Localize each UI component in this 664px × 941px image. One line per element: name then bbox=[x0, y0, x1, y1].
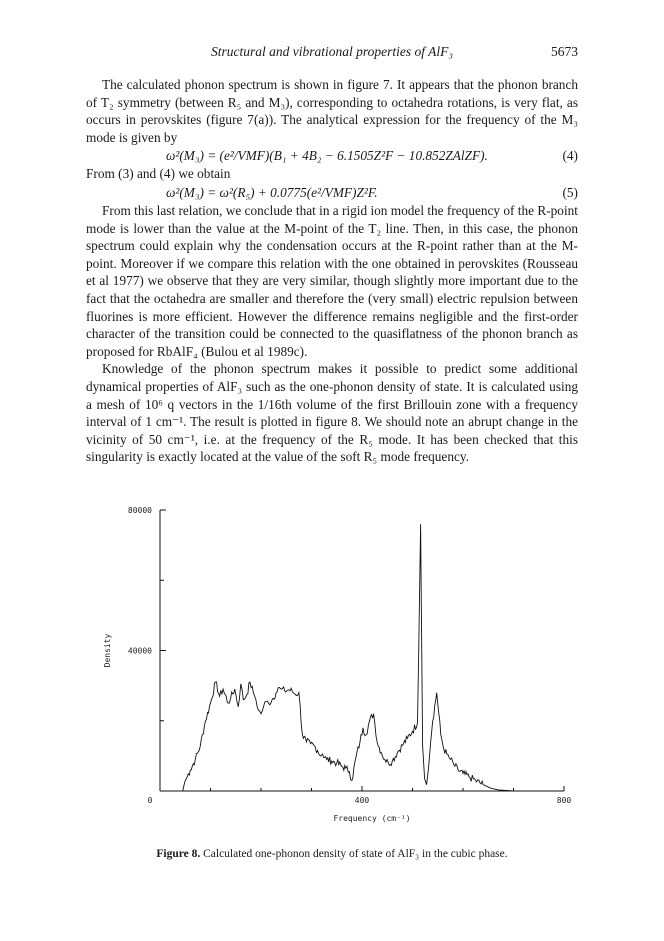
equation-4-body: ω²(M₃) = (e²/VMF)(B₁ + 4B₂ − 6.1505Z²F − 10.852ZAlZF). bbox=[166, 148, 488, 164]
dos-chart bbox=[86, 484, 578, 844]
dos-series-line bbox=[160, 524, 514, 791]
chart-labels bbox=[103, 506, 571, 823]
x-tick-label: 800 bbox=[556, 796, 572, 805]
running-title: Structural and vibrational properties of AlF₃ bbox=[210, 44, 454, 59]
equation-4 bbox=[86, 146, 578, 165]
y-tick-label: 80000 bbox=[127, 506, 152, 515]
equation-5 bbox=[86, 183, 578, 202]
x-axis-label: Frequency (cm⁻¹) bbox=[333, 814, 411, 823]
x-tick-label: 0 bbox=[147, 796, 153, 805]
body-text bbox=[86, 76, 578, 466]
equation-5-body: ω²(M₃) = ω²(R₅) + 0.0775(e²/VMF)Z²F. bbox=[166, 184, 378, 200]
page-number: 5673 bbox=[551, 44, 578, 59]
equation-5-number: (5) bbox=[562, 184, 578, 200]
equation-4-number: (4) bbox=[562, 148, 578, 164]
chart-axes bbox=[160, 510, 564, 791]
chart-ticks bbox=[160, 510, 564, 791]
x-tick-label: 400 bbox=[354, 796, 370, 805]
y-axis-label: Density bbox=[103, 633, 112, 668]
caption-label: Figure 8. bbox=[156, 848, 201, 860]
figure-caption bbox=[86, 848, 578, 860]
paragraph-1: The calculated phonon spectrum is shown in figure 7. It appears that the phonon branch of T₂ symmetry (between R₅ and M₃), corresponding to octahedra rotations, is very flat, as occurs in perovskites (figure 7(a)). The analytical expression for the frequency of the M₃ mode is given by bbox=[86, 77, 578, 145]
paragraph-3: From this last relation, we conclude that in a rigid ion model the frequency of the R-point mode is lower than the value at the M-point of the T₂ line. Then, in this case, the phonon spectrum could explain why the condensation occurs at the R-point rather than at the M-point. Moreover if we compare this relation with the one obtained in perovskites (Rousseau et al 1977) we observe that they are very similar, though slightly more important due to the fact that the octahedra are smaller and therefore the (very small) electric repulsion between fluorines is more efficient. However the difference remains negligible and the first-order character of the transition could be connected to the quasiflatness of the phonon branch as proposed for RbAlF₄ (Bulou et al 1989c). bbox=[86, 202, 578, 359]
y-tick-label: 40000 bbox=[127, 646, 152, 656]
caption-text: Calculated one-phonon density of state of AlF₃ in the cubic phase. bbox=[203, 848, 508, 860]
paragraph-4: Knowledge of the phonon spectrum makes it possible to predict some additional dynamical properties of AlF₃ such as the one-phonon density of state. It is calculated using a mesh of 10⁶ q vectors in the 1/16th volume of the first Brillouin zone with a frequency interval of 1 cm⁻¹. The result is plotted in figure 8. We should note an abrupt change in the vicinity of 50 cm⁻¹, i.e. at the frequency of the R₅ mode. It has been checked that this singularity is exactly located at the value of the soft R₅ mode frequency. bbox=[86, 361, 578, 465]
figure-8 bbox=[86, 484, 578, 884]
paragraph-2: From (3) and (4) we obtain bbox=[86, 166, 231, 182]
page-header bbox=[86, 44, 578, 64]
